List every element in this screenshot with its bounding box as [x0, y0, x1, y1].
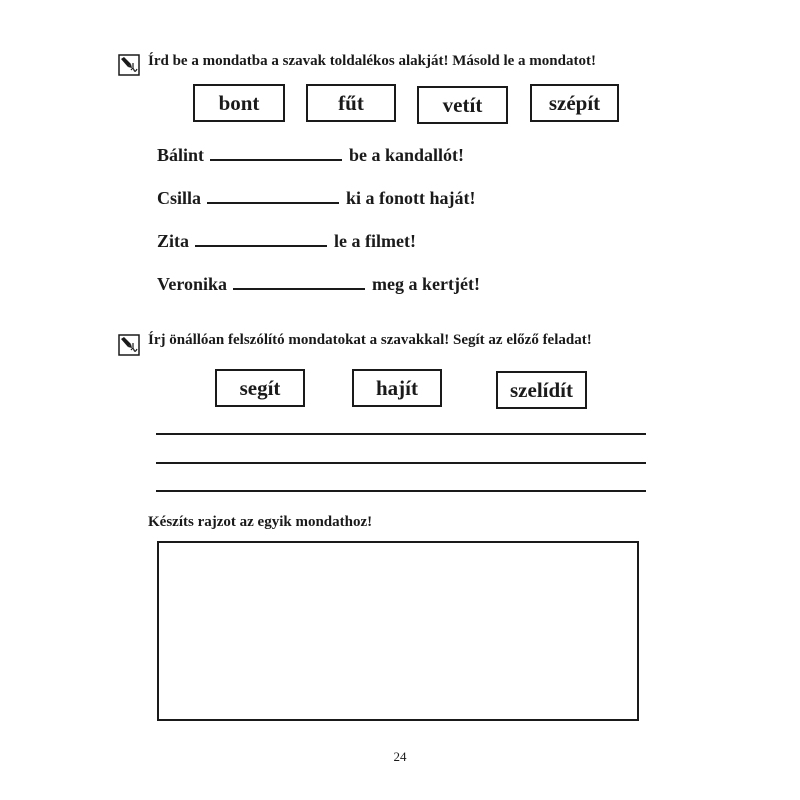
writing-line[interactable]: [156, 462, 646, 464]
word-box-fut: fűt: [306, 84, 396, 122]
sentence-end: meg a kertjét!: [372, 274, 480, 294]
sentence-start: Csilla: [157, 188, 202, 208]
task1-instruction: Írd be a mondatba a szavak toldalékos alakját! Másold le a mondatot!: [148, 53, 596, 69]
drawing-area[interactable]: [157, 541, 639, 721]
word-box-vetit: vetít: [417, 86, 508, 124]
sentence-start: Bálint: [157, 145, 205, 165]
word-box-szelidit: szelídít: [496, 371, 587, 409]
sentence-row: [157, 186, 476, 209]
answer-blank[interactable]: [207, 186, 339, 204]
pencil-task-icon: [118, 54, 140, 76]
page-number: 24: [393, 749, 407, 764]
task2-instruction: Írj önállóan felszólító mondatokat a szavakkal! Segít az előző feladat!: [148, 332, 592, 348]
sentence-end: le a filmet!: [334, 231, 416, 251]
writing-line[interactable]: [156, 490, 646, 492]
pencil-task-icon: [118, 334, 140, 356]
task3-instruction: Készíts rajzot az egyik mondathoz!: [148, 514, 373, 530]
sentence-row: [157, 272, 480, 295]
answer-blank[interactable]: [233, 272, 365, 290]
sentence-start: Veronika: [157, 274, 228, 294]
sentence-start: Zita: [157, 231, 190, 251]
word-box-bont: bont: [193, 84, 285, 122]
writing-line[interactable]: [156, 433, 646, 435]
answer-blank[interactable]: [210, 143, 342, 161]
word-box-szepit: szépít: [530, 84, 619, 122]
sentence-end: be a kandallót!: [349, 145, 465, 165]
word-box-segit: segít: [215, 369, 305, 407]
task1-icon-wrap: [118, 54, 140, 81]
word-box-hajit: hajít: [352, 369, 442, 407]
sentence-row: [157, 143, 464, 166]
task2-icon-wrap: [118, 334, 140, 361]
answer-blank[interactable]: [195, 229, 327, 247]
sentence-row: [157, 229, 416, 252]
sentence-end: ki a fonott haját!: [346, 188, 476, 208]
